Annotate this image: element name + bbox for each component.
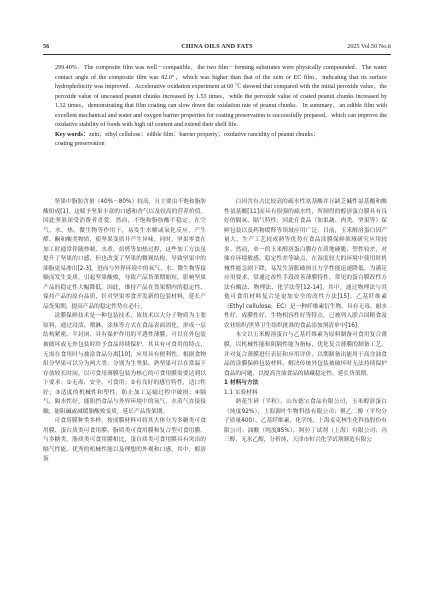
abstract-line: zein or EC film，indicating that its surface hydrophobicity was improved．Accelerative oxidation [55,74,387,91]
body-paragraph: 可食用膜种类多样，按成膜材料可将其大体分为多糖类可食用膜、蛋白质类可食用膜、脂质类可食用膜和复合型可食用膜。与多糖类、脂质类可食用膜相比，蛋白质类可食用膜具有突出的隔气性能、优秀的机械性能以及理想的外观和口感，其中，醇溶蛋 [43,418,206,463]
keywords [55,131,387,150]
english-abstract [55,64,387,150]
body-paragraph: 坚果中脂肪含量（40%～80%）较高，且主要由不饱和脂肪酸组成[1]，这赋予坚果丰富的口感和香气以及较高的营养价值，因此坚果深受消费者喜爱。然而，不饱和脂肪酸不稳定，在空气、水、热、微生物等作用下，易发生水解或氧化反应，产生醛、酮和酸类物质，使坚果变质并产生异味。同时，坚果零食在加工时通常伴随炒制、水煮、焙烤等加热过程，这些加工方法虽提升了坚果的口感，但也改变了坚果的微观结构，导致坚果中的油脂更易渗出[2-3]，进而与外界环境中的氧气、水、微生物等接触而发生变质。引起坚果酸败，导致产品货架期缩短，影响坚果产品的稳定性大幅降低。因此，维持产品在货架期内的稳定性、保持产品的原有品质，针对坚果零食开发新的包装材料，延长产品货架期，提高产品的稳定性势在必行。 [43,199,206,310]
body-paragraph: 白因含有占比较高的疏水性氨基酸并且缺乏碱性氨基酸和酸性氨基酸[11]而具有很强的疏水性，所制得的醇溶蛋白膜具有良好的隔氧、隔气特性，因此在食品（如果蔬、肉类、坚果等）保鲜包装以及药物缓释等领域应用广泛。目前，玉米醇溶蛋白因产量大、生产工艺较成熟等优势在食品涂膜保鲜领域研究应用较多。然而，单一的玉米醇溶蛋白膜存在质地硬脆、塑性较差，对储存环境敏感、稳定性差等缺点，在湿度较大的环境中使用时机械性能急剧下降，易发生溶胀破损且力学性能迅速降低。为满足应用要求，常通过改性手段改善薄膜特性。常见的蛋白膜改性方法有酶法、物理法、化学法等[12-14]，其中，通过物理法与其他可食用材料复合是更加安全的改性方法[15]。乙基纤维素（Ethyl cellulose，EC）是一种纤维素衍生物，具有无毒、耐水性好、成膜性好、生物相容性好等特点，已被列入联合国粮食及农业组织/世界卫生组织批准的食品添加剂清单中[16]。 [224,199,387,329]
keywords-text: coating preservation [55,141,105,148]
journal-name: CHINA OILS AND FATS [181,43,253,50]
section-heading: 1 材料与方法 [224,380,259,387]
abstract-line: peanut chunks increased by 1.53 times，while the peroxide value of coated peanut chunks increased by [124,93,387,100]
issue-info: 2025 Vol.50 No.6 [347,43,391,50]
body-paragraph: 涂膜保鲜技术是一种包装技术，该技术以大分子物质为主要原料，通过浸渍、喷淋、涂抹等方式在食品表面固化，形成一层结构紧密、半封闭、具有保护作用的半透性薄膜，可以在外包装被破坏或无外包装时给予食品持续保护，其具有可食用的特点，无需在食用时与被涂食品分离[10]，应用具有便利性。根据食物组分坚果可以分为两大类：分别为生坚果、熟坚果可以在常温下存放较长时间，以可食用薄膜包装为核心的可食用膜需要达到以下要求：①无毒、安全、可食用；②有良好的感官特性，适口性好；③适度的机械性和塑性，防止加工运输过程中破损；④隔气、隔水性好，能阻挡食品与外界环境中的氧气、水蒸气直接接触，能阻碱或减缓脂酸败变质，延长产品货架期。 [43,313,206,415]
body-paragraph: 本文以玉米醇溶蛋白与乙基纤维素为原料制备可食用复合薄膜，以机械性能和阻隔性能为指标，优化复合薄膜的制备工艺，并对复合薄膜进行表征和应用评价，以期制备出能用于高含油食品的涂膜保鲜包装材料，解决传统外包装被破坏时无法持续保护食品的问题，以提高含油食品的储藏稳定性，延长货架期。 [224,332,387,377]
abstract-line: summary，an edible film with excellent mechanical and water and oxygen barrier properties for coating [55,103,387,119]
abstract-text [55,64,387,131]
abstract-line: content and extend their shelf life. [154,122,238,129]
body-column-right [224,198,387,446]
abstract-line: 299.40%．The composite film was well－compatible，the two film－forming substrates were physically [55,65,322,71]
abstract-line: experiment at 60 ℃ showed that compared with the initial peroxide value，the peroxide value of uncoated [55,84,387,100]
subsection-heading: 1.1 实验材料 [224,389,258,396]
keywords-label: Key words： [55,131,90,138]
abstract-line: preservation is successfully prepared，which can improve the oxidative stability of foods with high oil [55,112,387,129]
keywords-text: zein；ethyl cellulose；edible film；barrier property；oxidative rancidity of peanut chunks； [89,131,319,138]
running-header [43,42,391,55]
body-column-left [43,198,206,465]
abstract-line: 1.32 times，demonstrating that film coating can slow down the oxidation rate of peanut chunks．In [55,103,308,110]
abstract-line: compounded．The water contact angle of the composite film was 82.0°，which was higher than that of the [55,65,387,81]
page-number: 56 [43,43,50,50]
body-paragraph: 熟花生碎（半粒），山东德宝食品有限公司，玉米醇溶蛋白（纯度92%），上海源叶生物科技有限公司；聚乙二醇（平均分子质量400）、乙基纤维素，化学纯，上海麦克林生化科技股份有限公司；油酸（纯度85%），阿拉丁试剂（上海）有限公司；丙三醇，无水乙醇，分析纯，天津市恒兴化学试剂制造有限公 [224,399,387,444]
